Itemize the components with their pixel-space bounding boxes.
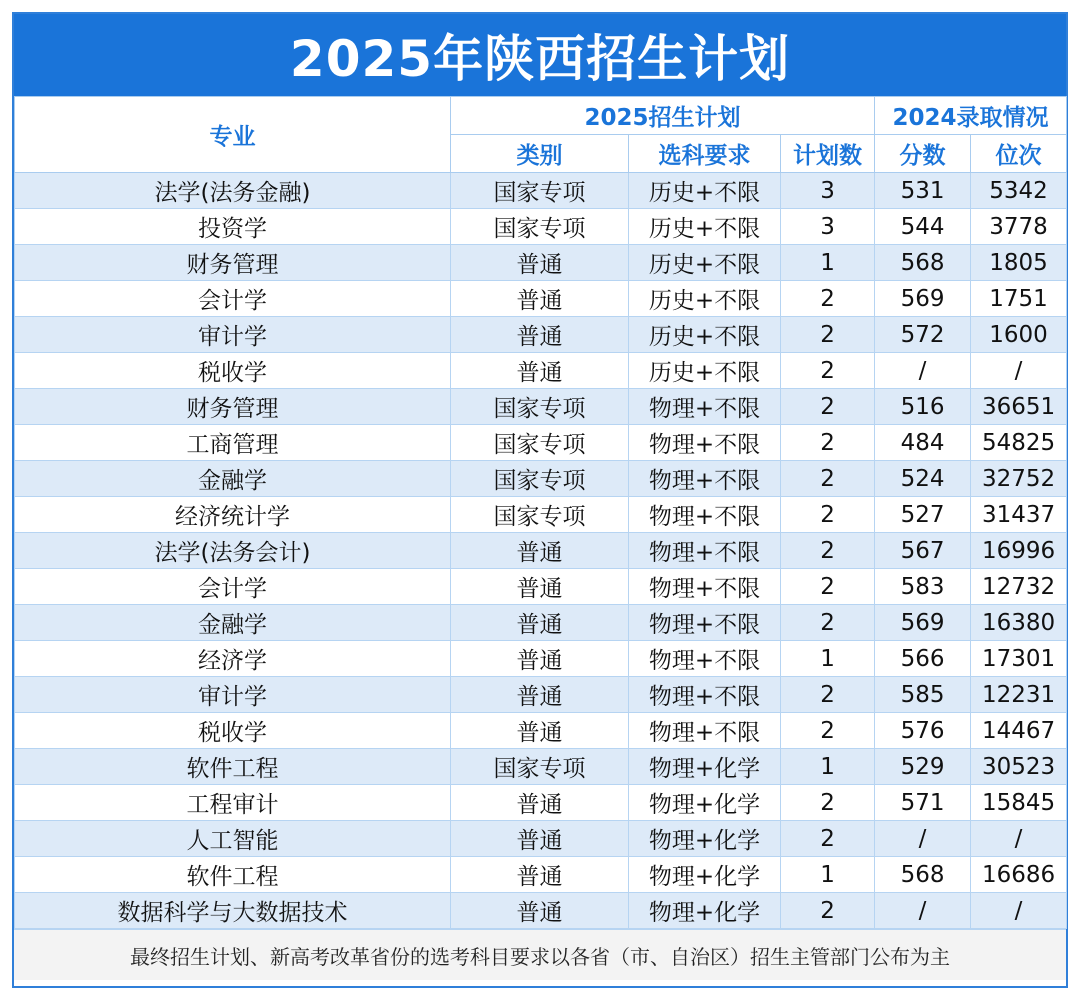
cell-major: 会计学 — [15, 569, 451, 605]
cell-plan-count: 2 — [781, 605, 875, 641]
cell-plan-count: 3 — [781, 209, 875, 245]
page-title: 2025年陕西招生计划 — [14, 14, 1066, 96]
cell-score: / — [875, 353, 971, 389]
cell-type: 普通 — [451, 677, 629, 713]
cell-score: 568 — [875, 857, 971, 893]
cell-type: 普通 — [451, 569, 629, 605]
cell-plan-count: 2 — [781, 893, 875, 929]
table-row — [15, 533, 1067, 569]
cell-major: 财务管理 — [15, 389, 451, 425]
cell-major: 数据科学与大数据技术 — [15, 893, 451, 929]
cell-score: 583 — [875, 569, 971, 605]
enrollment-table — [14, 96, 1067, 929]
cell-subjects: 历史+不限 — [629, 209, 781, 245]
cell-major: 经济统计学 — [15, 497, 451, 533]
cell-rank: 12231 — [971, 677, 1067, 713]
table-row — [15, 713, 1067, 749]
cell-rank: 16996 — [971, 533, 1067, 569]
cell-subjects: 历史+不限 — [629, 353, 781, 389]
cell-subjects: 物理+不限 — [629, 425, 781, 461]
cell-plan-count: 2 — [781, 389, 875, 425]
table-row — [15, 821, 1067, 857]
table-row — [15, 173, 1067, 209]
cell-major: 会计学 — [15, 281, 451, 317]
cell-plan-count: 2 — [781, 497, 875, 533]
cell-type: 普通 — [451, 281, 629, 317]
cell-score: 524 — [875, 461, 971, 497]
cell-subjects: 物理+化学 — [629, 893, 781, 929]
cell-major: 审计学 — [15, 677, 451, 713]
cell-plan-count: 1 — [781, 857, 875, 893]
cell-major: 经济学 — [15, 641, 451, 677]
cell-score: 571 — [875, 785, 971, 821]
table-row — [15, 317, 1067, 353]
cell-major: 金融学 — [15, 461, 451, 497]
cell-subjects: 历史+不限 — [629, 281, 781, 317]
cell-rank: 17301 — [971, 641, 1067, 677]
cell-rank: 3778 — [971, 209, 1067, 245]
cell-type: 普通 — [451, 641, 629, 677]
cell-major: 软件工程 — [15, 857, 451, 893]
cell-major: 工程审计 — [15, 785, 451, 821]
cell-rank: 16686 — [971, 857, 1067, 893]
cell-rank: 5342 — [971, 173, 1067, 209]
cell-major: 法学(法务会计) — [15, 533, 451, 569]
cell-subjects: 物理+不限 — [629, 461, 781, 497]
cell-major: 税收学 — [15, 353, 451, 389]
cell-score: 566 — [875, 641, 971, 677]
cell-major: 人工智能 — [15, 821, 451, 857]
cell-plan-count: 2 — [781, 425, 875, 461]
table-row — [15, 857, 1067, 893]
header-score: 分数 — [875, 135, 971, 173]
cell-score: 527 — [875, 497, 971, 533]
cell-major: 财务管理 — [15, 245, 451, 281]
cell-rank: 31437 — [971, 497, 1067, 533]
enrollment-plan-sheet — [12, 12, 1068, 988]
table-body — [15, 173, 1067, 929]
cell-type: 国家专项 — [451, 389, 629, 425]
cell-score: 569 — [875, 281, 971, 317]
cell-type: 普通 — [451, 857, 629, 893]
table-row — [15, 353, 1067, 389]
cell-type: 普通 — [451, 533, 629, 569]
cell-plan-count: 2 — [781, 677, 875, 713]
cell-type: 国家专项 — [451, 497, 629, 533]
cell-plan-count: 2 — [781, 785, 875, 821]
cell-subjects: 物理+化学 — [629, 785, 781, 821]
footer-note: 最终招生计划、新高考改革省份的选考科目要求以各省（市、自治区）招生主管部门公布为主 — [14, 929, 1066, 980]
cell-type: 普通 — [451, 245, 629, 281]
cell-score: 516 — [875, 389, 971, 425]
cell-major: 投资学 — [15, 209, 451, 245]
cell-subjects: 物理+不限 — [629, 605, 781, 641]
cell-plan-count: 2 — [781, 569, 875, 605]
header-rank: 位次 — [971, 135, 1067, 173]
cell-score: 567 — [875, 533, 971, 569]
header-plan-count: 计划数 — [781, 135, 875, 173]
table-row — [15, 281, 1067, 317]
cell-subjects: 物理+不限 — [629, 533, 781, 569]
table-row — [15, 245, 1067, 281]
table-row — [15, 209, 1067, 245]
cell-type: 国家专项 — [451, 209, 629, 245]
table-row — [15, 389, 1067, 425]
cell-rank: 54825 — [971, 425, 1067, 461]
cell-score: 569 — [875, 605, 971, 641]
cell-type: 普通 — [451, 317, 629, 353]
cell-plan-count: 2 — [781, 461, 875, 497]
cell-subjects: 物理+不限 — [629, 569, 781, 605]
cell-type: 普通 — [451, 821, 629, 857]
cell-plan-count: 3 — [781, 173, 875, 209]
header-type: 类别 — [451, 135, 629, 173]
cell-plan-count: 2 — [781, 821, 875, 857]
header-admit-group: 2024录取情况 — [875, 97, 1067, 135]
table-row — [15, 605, 1067, 641]
cell-score: 544 — [875, 209, 971, 245]
cell-major: 税收学 — [15, 713, 451, 749]
cell-rank: 1600 — [971, 317, 1067, 353]
table-row — [15, 677, 1067, 713]
cell-plan-count: 1 — [781, 749, 875, 785]
table-row — [15, 893, 1067, 929]
cell-major: 金融学 — [15, 605, 451, 641]
cell-plan-count: 2 — [781, 353, 875, 389]
table-row — [15, 425, 1067, 461]
cell-rank: 30523 — [971, 749, 1067, 785]
cell-type: 国家专项 — [451, 461, 629, 497]
cell-rank: 16380 — [971, 605, 1067, 641]
cell-rank: / — [971, 353, 1067, 389]
cell-subjects: 物理+化学 — [629, 749, 781, 785]
cell-score: 572 — [875, 317, 971, 353]
cell-score: 576 — [875, 713, 971, 749]
cell-subjects: 物理+不限 — [629, 713, 781, 749]
cell-major: 工商管理 — [15, 425, 451, 461]
cell-type: 普通 — [451, 713, 629, 749]
cell-rank: 1805 — [971, 245, 1067, 281]
header-major: 专业 — [15, 97, 451, 173]
cell-rank: 14467 — [971, 713, 1067, 749]
cell-type: 普通 — [451, 785, 629, 821]
cell-plan-count: 2 — [781, 281, 875, 317]
cell-plan-count: 2 — [781, 317, 875, 353]
cell-plan-count: 1 — [781, 641, 875, 677]
cell-rank: 1751 — [971, 281, 1067, 317]
cell-major: 法学(法务金融) — [15, 173, 451, 209]
cell-plan-count: 2 — [781, 713, 875, 749]
cell-subjects: 物理+不限 — [629, 677, 781, 713]
cell-type: 国家专项 — [451, 425, 629, 461]
cell-rank: 15845 — [971, 785, 1067, 821]
cell-type: 普通 — [451, 353, 629, 389]
cell-rank: 12732 — [971, 569, 1067, 605]
cell-score: 568 — [875, 245, 971, 281]
table-row — [15, 641, 1067, 677]
cell-type: 国家专项 — [451, 749, 629, 785]
header-plan-group: 2025招生计划 — [451, 97, 875, 135]
cell-rank: / — [971, 893, 1067, 929]
cell-subjects: 历史+不限 — [629, 317, 781, 353]
table-row — [15, 749, 1067, 785]
header-subjects: 选科要求 — [629, 135, 781, 173]
cell-major: 审计学 — [15, 317, 451, 353]
table-row — [15, 569, 1067, 605]
cell-rank: 36651 — [971, 389, 1067, 425]
cell-type: 普通 — [451, 605, 629, 641]
table-row — [15, 785, 1067, 821]
cell-subjects: 物理+不限 — [629, 641, 781, 677]
cell-score: 484 — [875, 425, 971, 461]
cell-score: 585 — [875, 677, 971, 713]
cell-rank: / — [971, 821, 1067, 857]
cell-plan-count: 2 — [781, 533, 875, 569]
table-row — [15, 497, 1067, 533]
cell-score: / — [875, 893, 971, 929]
cell-type: 普通 — [451, 893, 629, 929]
table-row — [15, 461, 1067, 497]
cell-subjects: 历史+不限 — [629, 173, 781, 209]
cell-score: 531 — [875, 173, 971, 209]
cell-subjects: 历史+不限 — [629, 245, 781, 281]
cell-subjects: 物理+化学 — [629, 857, 781, 893]
cell-type: 国家专项 — [451, 173, 629, 209]
cell-rank: 32752 — [971, 461, 1067, 497]
cell-subjects: 物理+化学 — [629, 821, 781, 857]
cell-score: 529 — [875, 749, 971, 785]
cell-score: / — [875, 821, 971, 857]
cell-plan-count: 1 — [781, 245, 875, 281]
cell-major: 软件工程 — [15, 749, 451, 785]
cell-subjects: 物理+不限 — [629, 389, 781, 425]
cell-subjects: 物理+不限 — [629, 497, 781, 533]
